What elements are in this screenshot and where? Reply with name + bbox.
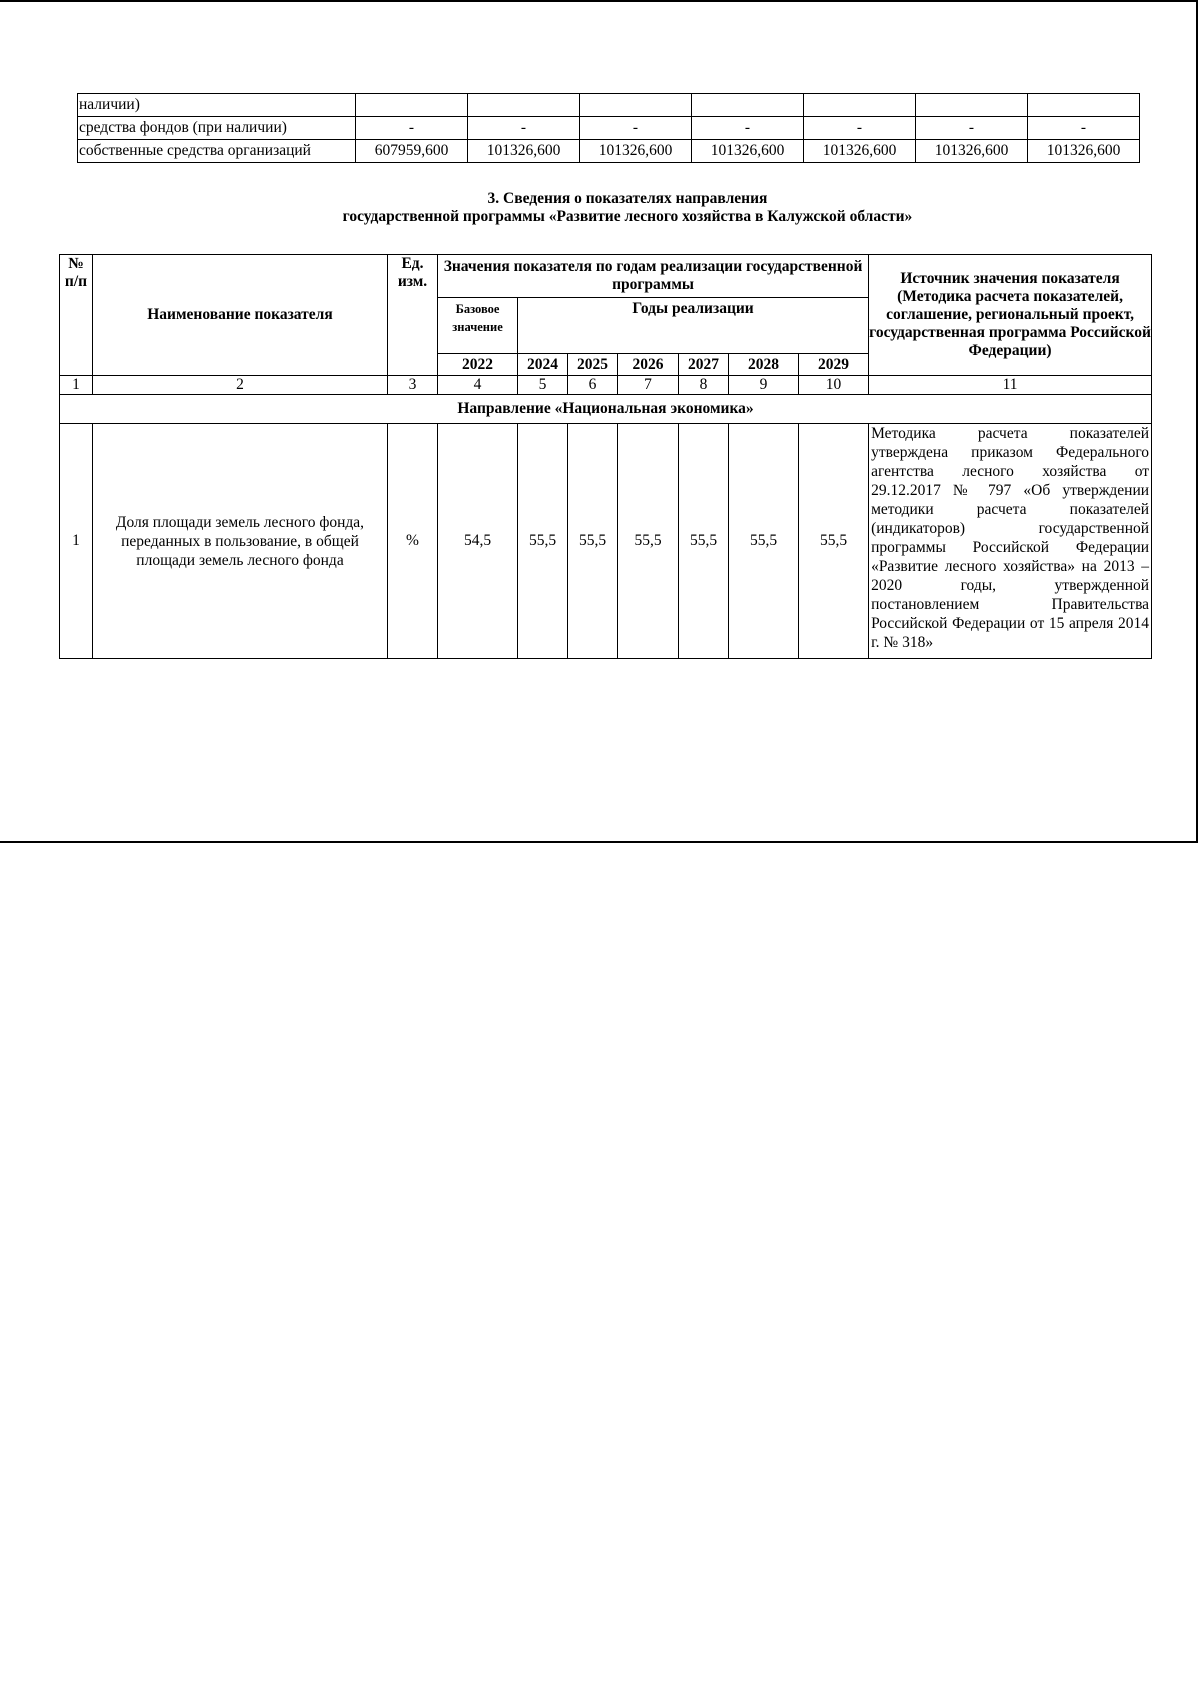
row-label: наличии) [78, 94, 356, 117]
table-cell: - [580, 117, 692, 140]
header-year: 2026 [618, 354, 679, 376]
table-cell [1028, 94, 1140, 117]
column-number: 10 [799, 376, 869, 395]
column-number: 4 [438, 376, 518, 395]
column-number: 2 [93, 376, 388, 395]
table-cell: - [356, 117, 468, 140]
table-row [78, 140, 1140, 163]
table-cell [692, 94, 804, 117]
column-number: 5 [518, 376, 568, 395]
table-cell: 607959,600 [356, 140, 468, 163]
table-cell: - [1028, 117, 1140, 140]
table-cell [804, 94, 916, 117]
header-years-group: Годы реализации [518, 298, 869, 354]
table-cell: 101326,600 [916, 140, 1028, 163]
header-base: Базовое значение [438, 298, 518, 354]
indicator-value: 55,5 [518, 424, 568, 659]
header-row [60, 255, 1152, 298]
column-number: 9 [729, 376, 799, 395]
column-number: 1 [60, 376, 93, 395]
header-year: 2027 [679, 354, 729, 376]
table-cell: - [804, 117, 916, 140]
row-label: собственные средства организаций [78, 140, 356, 163]
funding-table [77, 93, 1140, 163]
table-row [78, 117, 1140, 140]
table-cell [468, 94, 580, 117]
column-number: 8 [679, 376, 729, 395]
table-cell: 101326,600 [580, 140, 692, 163]
column-number: 3 [388, 376, 438, 395]
header-year: 2022 [438, 354, 518, 376]
header-unit: Ед. изм. [388, 255, 438, 376]
section-title: 3. Сведения о показателях направления [487, 190, 768, 207]
header-num: № п/п [60, 255, 93, 376]
indicator-source: Методика расчета показателей утверждена приказом Федерального агентства лесного хозяйства от 29.12.2017 № 797 «Об утверждении методики расчета показателей (индикаторов) государственной программы Российской Федерации «Развитие лесного хозяйства» на 2013 – 2020 годы, утвержденной постановлением Правительства Российской Федерации от 15 апреля 2014 г. № 318» [869, 424, 1152, 659]
table-cell: 101326,600 [692, 140, 804, 163]
indicator-unit: % [388, 424, 438, 659]
header-name: Наименование показателя [93, 255, 388, 376]
indicator-value: 55,5 [618, 424, 679, 659]
row-num: 1 [60, 424, 93, 659]
header-year: 2025 [568, 354, 618, 376]
header-values-group: Значения показателя по годам реализации государственной программы [438, 255, 869, 298]
indicator-name: Доля площади земель лесного фонда, переданных в пользование, в общей площади земель лесного фонда [93, 424, 388, 659]
table-cell: 101326,600 [468, 140, 580, 163]
header-year: 2028 [729, 354, 799, 376]
column-number: 6 [568, 376, 618, 395]
table-row [78, 94, 1140, 117]
indicator-value: 55,5 [568, 424, 618, 659]
table-cell: - [916, 117, 1028, 140]
header-source: Источник значения показателя (Методика расчета показателей, соглашение, региональный проект, государственная программа Российской Федерации) [869, 255, 1152, 376]
indicator-value: 55,5 [799, 424, 869, 659]
section-subtitle: государственной программы «Развитие лесного хозяйства в Калужской области» [342, 208, 913, 225]
header-year: 2029 [799, 354, 869, 376]
table-cell: - [468, 117, 580, 140]
table-cell: 101326,600 [804, 140, 916, 163]
indicator-value: 55,5 [729, 424, 799, 659]
column-number: 7 [618, 376, 679, 395]
direction-title: Направление «Национальная экономика» [60, 395, 1152, 424]
table-cell: 101326,600 [1028, 140, 1140, 163]
table-cell [356, 94, 468, 117]
header-year: 2024 [518, 354, 568, 376]
direction-row [60, 395, 1152, 424]
table-cell [580, 94, 692, 117]
table-cell: - [692, 117, 804, 140]
table-cell [916, 94, 1028, 117]
indicator-value: 55,5 [679, 424, 729, 659]
column-number: 11 [869, 376, 1152, 395]
indicator-value: 54,5 [438, 424, 518, 659]
column-numbers-row [60, 376, 1152, 395]
row-label: средства фондов (при наличии) [78, 117, 356, 140]
table-row [60, 424, 1152, 659]
indicator-table [59, 254, 1152, 659]
